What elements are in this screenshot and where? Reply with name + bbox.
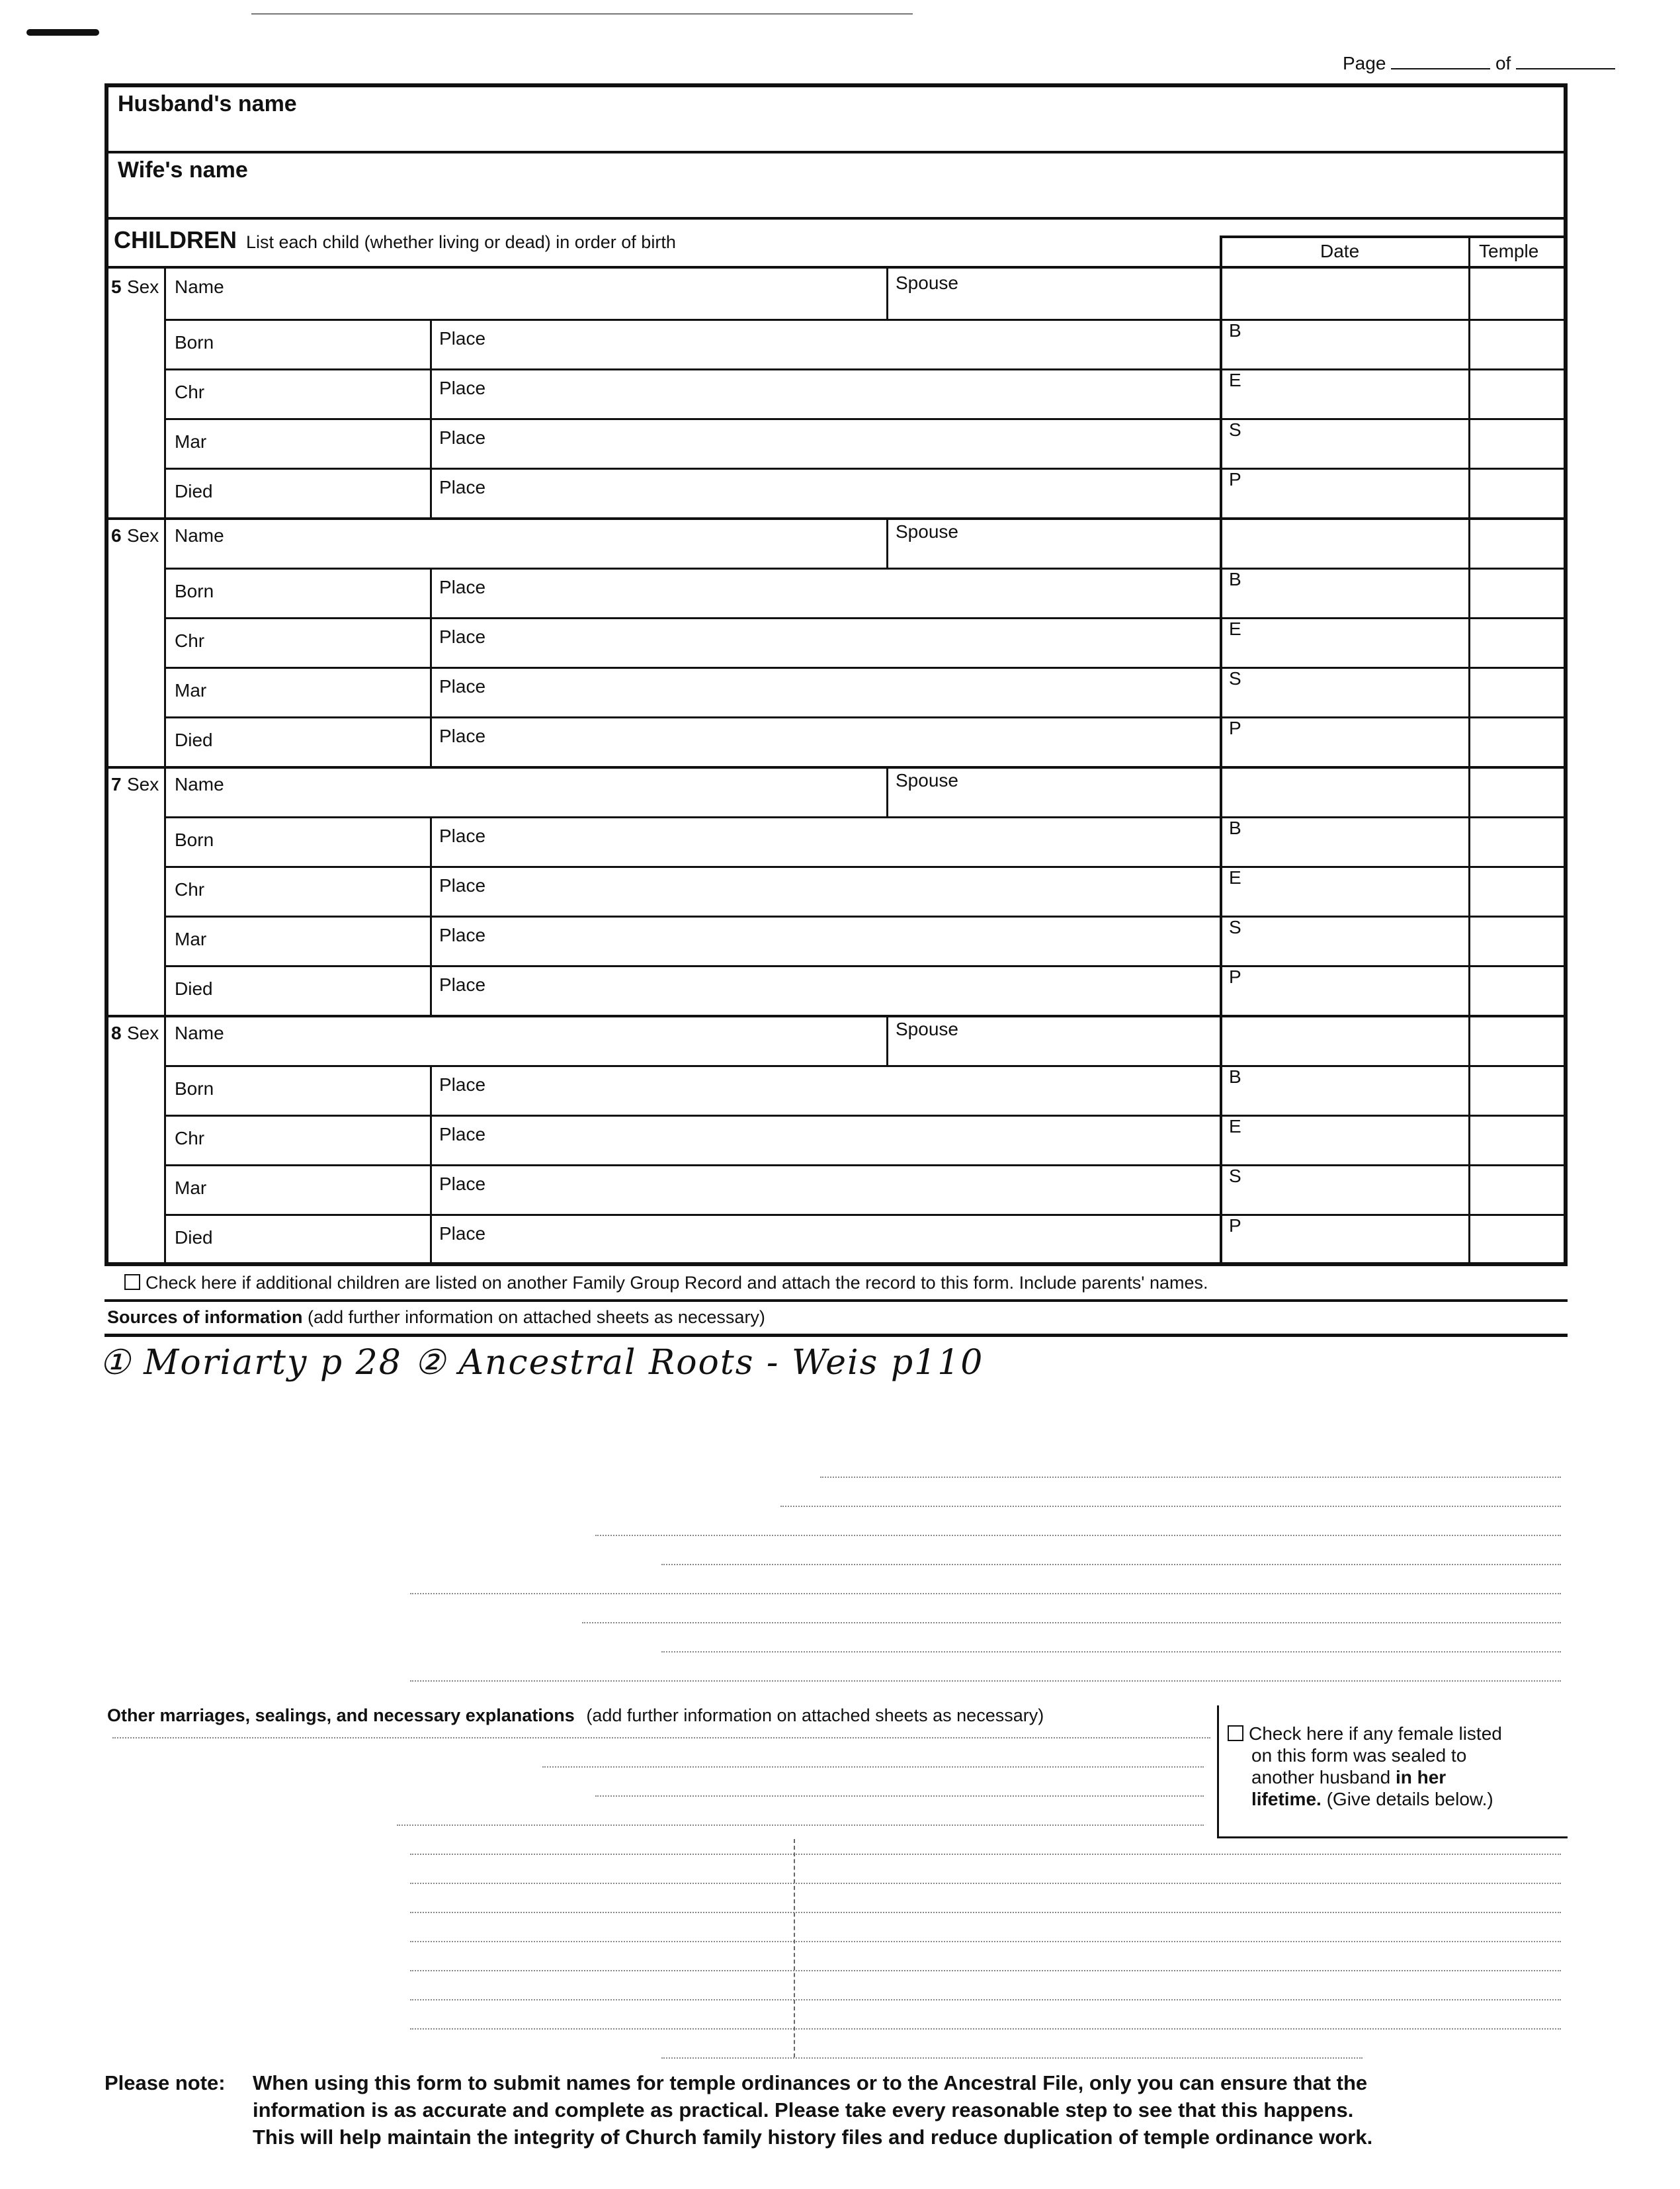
spouse-label: Spouse [896,521,958,542]
child-block [108,1015,1564,1264]
ordinance-letter: B [1229,569,1241,589]
event-label: Died [175,978,213,999]
other-marriages-hint: (add further information on attached sheets as necessary) [586,1705,1044,1725]
place-label: Place [439,1223,486,1244]
ordinance-letter: P [1229,1215,1241,1236]
place-label: Place [439,1124,486,1144]
place-label: Place [439,477,486,497]
sex-label: Sex [127,277,159,297]
child-block [108,766,1564,1015]
place-label: Place [439,676,486,697]
child-number: 5 [111,277,122,297]
children-subtitle: List each child (whether living or dead) in order of birth [246,232,676,252]
child-number: 7 [111,774,122,794]
place-label: Place [439,378,486,398]
scan-mark [26,29,99,36]
children-title: CHILDREN [114,226,237,253]
event-label: Born [175,1078,214,1099]
event-label: Mar [175,431,207,452]
spouse-label: Spouse [896,770,958,791]
please-note-line-3: This will help maintain the integrity of Church family history files and reduce duplication of temple ordinance work. [253,2125,1373,2149]
place-label: Place [439,328,486,349]
child-number: 6 [111,525,122,546]
please-note-line-2: information is as accurate and complete as practical. Please take every reasonable step to see that this happens. [253,2098,1354,2122]
female-sealing-check: Check here if any female listed on this form was sealed to another husband in her lifetime. (Give details below.) [1228,1723,1502,1810]
event-label: Mar [175,680,207,701]
please-note-label: Please note: [105,2071,226,2094]
place-label: Place [439,577,486,597]
ordinance-letter: P [1229,469,1241,490]
scan-mark [251,13,913,15]
event-label: Chr [175,382,205,402]
page-label: Page [1343,53,1386,73]
of-label: of [1495,53,1511,73]
event-label: Mar [175,929,207,949]
event-label: Born [175,830,214,850]
event-label: Born [175,332,214,353]
please-note-line-1: When using this form to submit names for temple ordinances or to the Ancestral File, only you can ensure that the [253,2071,1368,2094]
sources-hint: (add further information on attached sheets as necessary) [308,1307,765,1327]
event-label: Chr [175,630,205,651]
other-marriages-label: Other marriages, sealings, and necessary explanations [107,1705,575,1725]
ordinance-letter: E [1229,619,1241,639]
ordinance-letter: B [1229,1066,1241,1087]
ordinance-letter: S [1229,917,1241,937]
female-sealed-checkbox[interactable] [1228,1725,1243,1741]
place-label: Place [439,1174,486,1194]
event-label: Died [175,730,213,750]
additional-children-checkbox[interactable] [124,1274,140,1290]
family-group-form [105,83,1568,1266]
event-label: Died [175,1227,213,1248]
date-header: Date [1320,241,1360,261]
event-label: Chr [175,1128,205,1148]
ordinance-letter: S [1229,419,1241,440]
sources-heading [107,1307,765,1328]
spouse-label: Spouse [896,273,958,293]
place-label: Place [439,626,486,647]
place-label: Place [439,826,486,846]
child-block [108,517,1564,766]
name-label: Name [175,1023,224,1043]
ordinance-letter: E [1229,867,1241,888]
place-label: Place [439,427,486,448]
sex-label: Sex [127,1023,159,1043]
please-note-text [253,2069,1372,2151]
event-label: Died [175,481,213,501]
place-label: Place [439,726,486,746]
name-label: Name [175,525,224,546]
child-block [108,269,1564,517]
husband-name-label: Husband's name [118,91,297,116]
ordinance-letter: S [1229,1166,1241,1186]
female-check-divider [1217,1705,1219,1838]
spouse-label: Spouse [896,1019,958,1039]
name-label: Name [175,774,224,794]
place-label: Place [439,1074,486,1095]
wife-name-label: Wife's name [118,157,248,183]
ordinance-letter: P [1229,718,1241,738]
event-label: Born [175,581,214,601]
temple-header: Temple [1479,241,1539,261]
sex-label: Sex [127,525,159,546]
place-label: Place [439,875,486,896]
sex-label: Sex [127,774,159,794]
ordinance-letter: E [1229,370,1241,390]
event-label: Mar [175,1178,207,1198]
page-total-field[interactable] [1516,54,1615,69]
additional-children-note: Check here if additional children are listed on another Family Group Record and attach the record to this form. Include parents' names. [124,1273,1208,1293]
name-label: Name [175,277,224,297]
sources-top-rule [105,1299,1568,1302]
bleed-through-line [794,1839,796,2057]
ordinance-letter: B [1229,818,1241,838]
sources-label: Sources of information [107,1307,303,1327]
ordinance-letter: B [1229,320,1241,341]
ordinance-letter: P [1229,966,1241,987]
place-label: Place [439,925,486,945]
other-marriages-heading [107,1705,1044,1726]
handwritten-sources: ① Moriarty p 28 ② Ancestral Roots - Weis p110 [99,1343,984,1383]
female-check-bottom-rule [1217,1836,1568,1838]
children-header [114,226,676,254]
event-label: Chr [175,879,205,900]
sources-bottom-rule [105,1334,1568,1337]
page-number-field[interactable] [1391,54,1490,69]
ordinance-letter: E [1229,1116,1241,1137]
page-number-line [1343,53,1615,74]
ordinance-letter: S [1229,668,1241,689]
child-number: 8 [111,1023,122,1043]
place-label: Place [439,974,486,995]
